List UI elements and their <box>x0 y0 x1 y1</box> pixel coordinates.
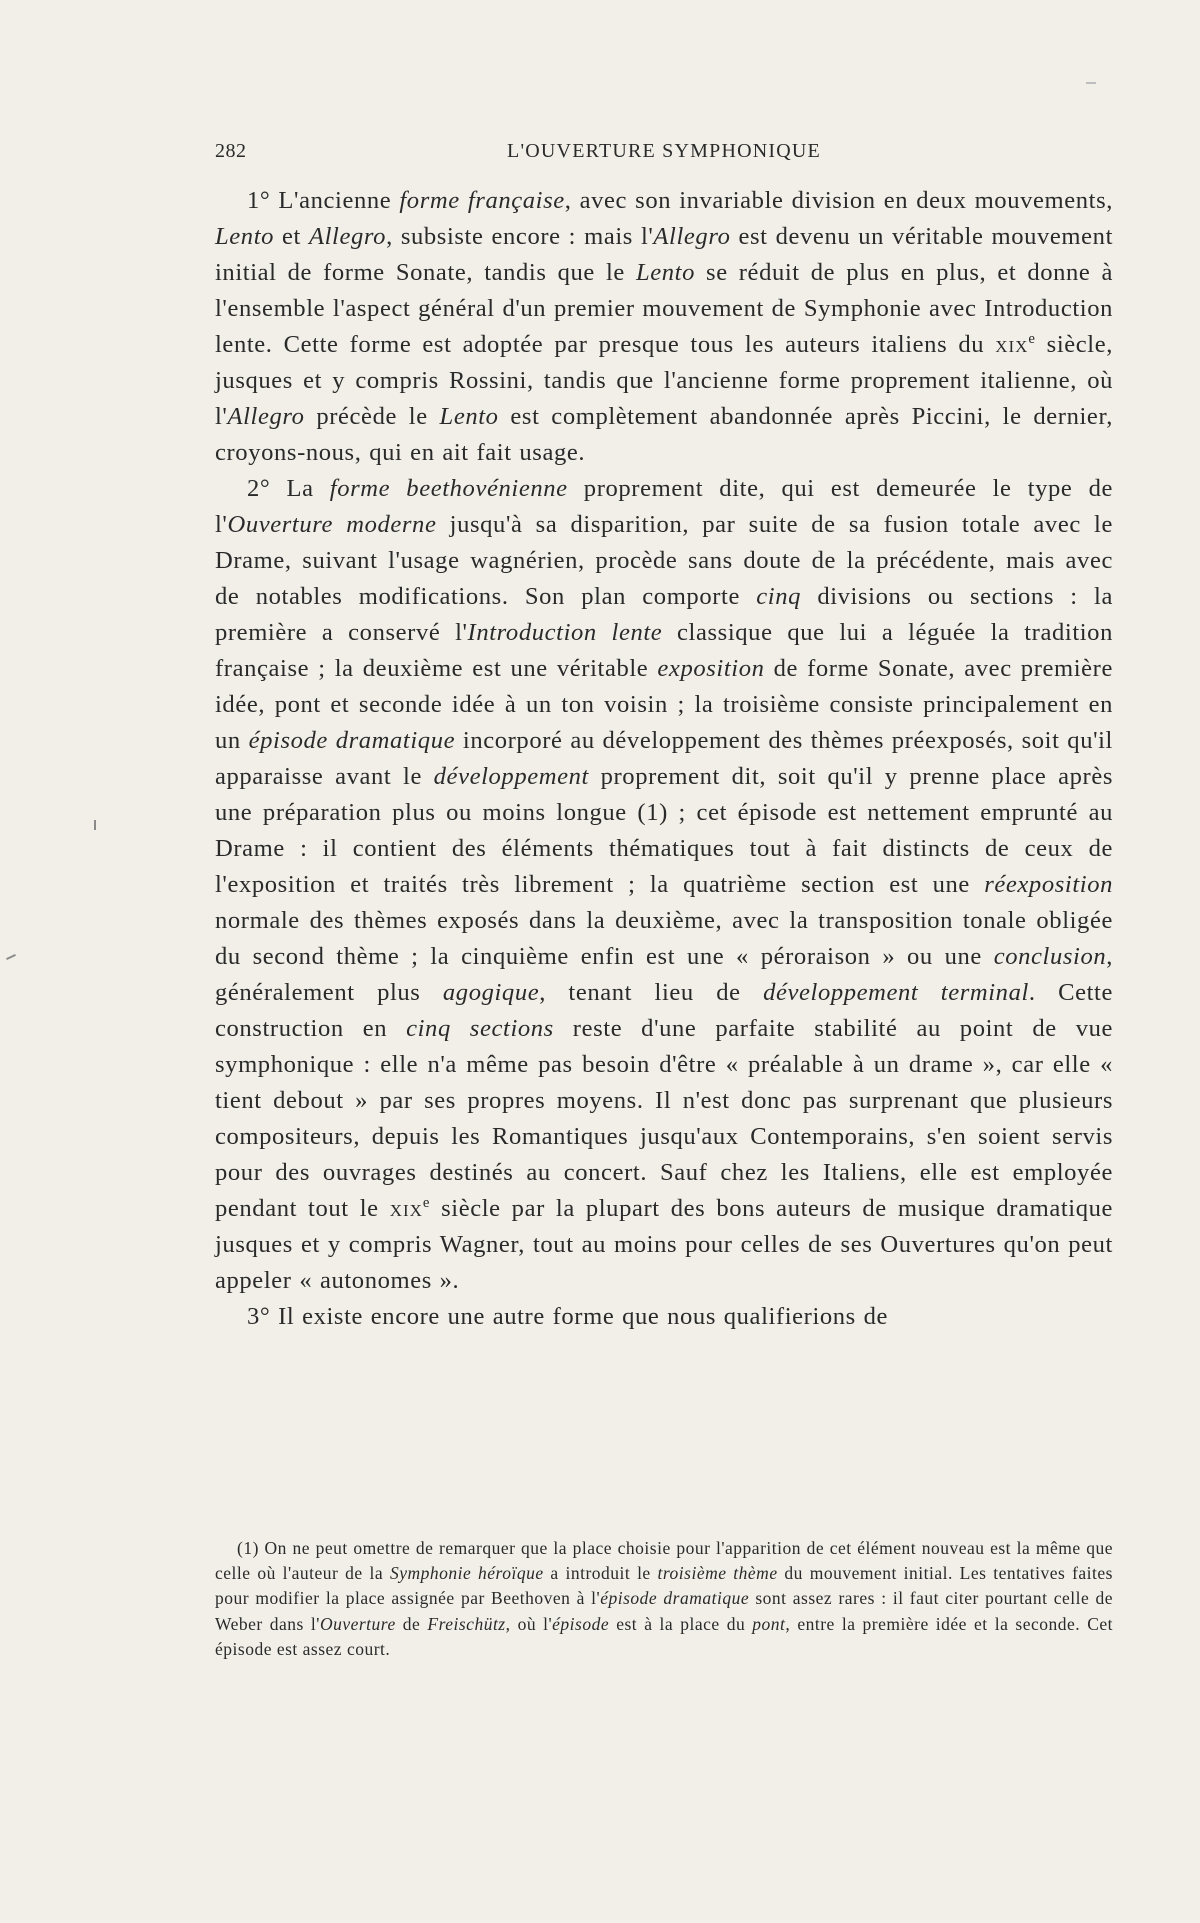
italic-run: cinq sections <box>406 1015 554 1042</box>
italic-run: Ouverture moderne <box>227 511 437 538</box>
footnote-segments <box>215 1538 1113 1659</box>
italic-run: épisode dramatique <box>248 727 456 754</box>
italic-run: Ouverture <box>319 1613 396 1634</box>
text-run: est à la place du <box>609 1613 753 1634</box>
italic-run: développement <box>433 763 589 790</box>
italic-run: Introduction lente <box>467 619 663 646</box>
italic-run: Freischütz <box>427 1613 506 1634</box>
text-run: , où l' <box>505 1613 553 1634</box>
text-run: normale des thèmes exposés dans la deuxième, avec la transposition tonale obligée du second thème ; la cinquième enfin est une « péroraison » ou une <box>215 907 1113 970</box>
margin-mark <box>94 820 96 830</box>
paragraph-text <box>215 187 1113 466</box>
text-run: classique que lui a léguée la tradition française ; la deuxième est une véritable <box>215 619 1113 682</box>
superscript-run: e <box>422 1194 431 1211</box>
italic-run: réexposition <box>984 871 1113 898</box>
text-run: de <box>395 1613 428 1634</box>
margin-dash <box>6 954 16 960</box>
paragraph-1 <box>215 183 1113 471</box>
text-run: Il existe encore une autre forme que nous qualifierions de <box>270 1303 889 1330</box>
italic-run: troisième thème <box>657 1563 778 1584</box>
italic-run: agogique <box>442 979 540 1006</box>
text-run: , tenant lieu de <box>539 979 764 1006</box>
text-run: (1) On ne peut omettre de remarquer que la place choisie pour l'apparition de cet élément nouveau est la même que celle où l'auteur de la <box>215 1538 1113 1584</box>
paragraph-text <box>215 475 1113 1294</box>
paragraph-text <box>270 1303 888 1330</box>
italic-run: Allegro <box>227 403 305 430</box>
text-run: de forme Sonate, avec première idée, pont et seconde idée à un ton voisin ; la troisième consiste principalement en un <box>215 655 1113 754</box>
italic-run: forme beethovénienne <box>329 475 568 502</box>
italic-run: Lento <box>635 259 695 286</box>
smallcaps-run: xix <box>995 331 1029 358</box>
text-run: du mouvement initial. Les tentatives faites pour modifier la place assignée par Beethoven à l' <box>215 1563 1113 1609</box>
footnote-text <box>215 1536 1113 1662</box>
text-run: , généralement plus <box>215 943 1113 1006</box>
page-header <box>215 140 1113 170</box>
italic-run: pont <box>752 1613 786 1634</box>
text-run: incorporé au développement des thèmes préexposés, soit qu'il apparaisse avant le <box>215 727 1113 790</box>
italic-run: épisode <box>552 1613 610 1634</box>
italic-run: développement terminal <box>763 979 1029 1006</box>
italic-run: Symphonie héroïque <box>389 1563 544 1584</box>
italic-run: conclusion <box>993 943 1107 970</box>
text-run: a introduit le <box>543 1563 658 1584</box>
main-text <box>215 183 1113 1335</box>
text-run: . Cette construction en <box>215 979 1113 1042</box>
text-run: et <box>274 223 309 250</box>
text-run: L'ancienne <box>270 187 400 214</box>
italic-run: Lento <box>215 223 275 250</box>
text-run: proprement dite, qui est demeurée le type de l' <box>215 475 1114 538</box>
italic-run: cinq <box>756 583 802 610</box>
text-run: La <box>270 475 330 502</box>
paragraph-number: 2° <box>247 475 271 502</box>
page-number: 282 <box>215 140 247 162</box>
italic-run: Lento <box>439 403 499 430</box>
italic-run: exposition <box>657 655 765 682</box>
paragraph-number: 3° <box>247 1303 271 1330</box>
text-run: , avec son invariable division en deux mouvements, <box>564 187 1113 214</box>
paragraph-2 <box>215 471 1113 1299</box>
smallcaps-run: xix <box>389 1195 423 1222</box>
text-run: sont assez rares : il faut citer pourtant celle de Weber dans l' <box>215 1588 1113 1634</box>
italic-run: épisode dramatique <box>600 1588 750 1609</box>
text-run: siècle par la plupart des bons auteurs de musique dramatique jusques et y compris Wagner, tout au moins pour celles de ses Ouvertures qu'on peut appeler « autonomes ». <box>215 1195 1114 1294</box>
text-run: siècle, jusques et y compris Rossini, tandis que l'ancienne forme proprement italienne, où l' <box>215 331 1113 430</box>
text-run: reste d'une parfaite stabilité au point de vue symphonique : elle n'a même pas besoin d'être « préalable à un drame », car elle « tient debout » par ses propres moyens. Il n'est donc pas surprenant que plusieurs compositeurs, depuis les Romantiques jusqu'aux Contemporains, s'en soient servis pour des ouvrages destinés au concert. Sauf chez les Italiens, elle est employée pendant tout le <box>215 1015 1113 1222</box>
paragraph-number: 1° <box>247 187 271 214</box>
running-title: L'OUVERTURE SYMPHONIQUE <box>507 140 821 162</box>
italic-run: Allegro <box>653 223 731 250</box>
text-run: , subsiste encore : mais l' <box>386 223 654 250</box>
corner-tick <box>1086 82 1096 84</box>
superscript-run: e <box>1028 330 1036 347</box>
text-run: proprement dit, soit qu'il y prenne place après une préparation plus ou moins longue (1) ; cet épisode est nettement emprunté au Drame : il contient des éléments thématiques tout à fait distincts de ceux de l'exposition et traités très librement ; la quatrième section est une <box>215 763 1114 898</box>
paragraph-3 <box>215 1299 1113 1335</box>
text-run: divisions ou sections : la première a conservé l' <box>215 583 1113 646</box>
text-run: , entre la première idée et la seconde. Cet épisode est assez court. <box>215 1613 1114 1659</box>
italic-run: Allegro <box>309 223 387 250</box>
text-run: se réduit de plus en plus, et donne à l'ensemble l'aspect général d'un premier mouvement de Symphonie avec Introduction lente. Cette forme est adoptée par presque tous les auteurs italiens du <box>215 259 1114 358</box>
text-run: est complètement abandonnée après Piccini, le dernier, croyons-nous, qui en ait fait usage. <box>215 403 1113 466</box>
text-run: jusqu'à sa disparition, par suite de sa fusion totale avec le Drame, suivant l'usage wagnérien, procède sans doute de la précédente, mais avec de notables modifications. Son plan comporte <box>215 511 1113 610</box>
text-run: est devenu un véritable mouvement initial de forme Sonate, tandis que le <box>215 223 1113 286</box>
footnote <box>215 1536 1113 1662</box>
text-run: précède le <box>304 403 440 430</box>
italic-run: forme française <box>399 187 565 214</box>
